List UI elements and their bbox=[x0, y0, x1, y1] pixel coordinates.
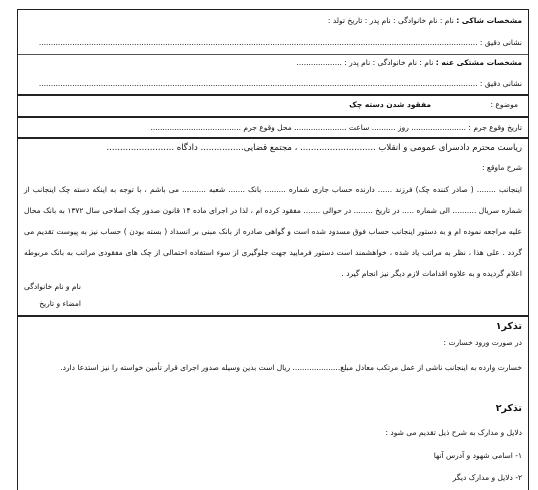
note2-title: تذکر۲ bbox=[495, 403, 522, 414]
defendant-fields: نام : نام خانوادگی : نام پدر : ................... bbox=[296, 58, 434, 67]
note2-item: ۲- دلایل و مدارک دیگر bbox=[452, 473, 522, 482]
sign-label: امضاء و تاریخ bbox=[39, 299, 81, 308]
note1-subtitle: در صورت ورود خسارت : bbox=[443, 338, 522, 347]
divider bbox=[18, 94, 528, 96]
defendant-heading: مشخصات مشتکی عنه : bbox=[435, 58, 522, 67]
complainant-heading: مشخصات شاکی : bbox=[456, 16, 522, 25]
note1-text: خسارت وارده به اینجانب ناشی از عمل مرتکب معادل مبلغ.................... ریال است بدین وسیله صدور اجرای قرار تأمین خواسته را نیز استدعا دارد. bbox=[60, 363, 522, 372]
crime-info: تاریخ وقوع جرم : ....................... روز .......... ساعت ...................... محل وقوع جرم ...................................... bbox=[150, 123, 522, 132]
note2-intro: دلایل و مدارک به شرح ذیل تقدیم می شود : bbox=[385, 428, 522, 437]
defendant-address: نشانی دقیق : ........................................................................................................................................................................................ bbox=[38, 79, 522, 88]
signature-block bbox=[24, 282, 81, 308]
complainant-fields: نام : نام خانوادگی : نام پدر : تاریخ تولد : bbox=[327, 16, 454, 25]
subject-value: مفقود شدن دسته چک bbox=[349, 100, 431, 109]
complainant-row bbox=[328, 16, 522, 25]
defendant-row bbox=[297, 58, 522, 67]
subject-label: موضوع : bbox=[490, 100, 518, 109]
note1-title: تذکر۱ bbox=[495, 321, 522, 332]
divider bbox=[18, 116, 528, 118]
complainant-address: نشانی دقیق : ........................................................................................................................................................................................ bbox=[38, 38, 522, 47]
divider bbox=[18, 54, 528, 55]
addressee: ریاست محترم دادسرای عمومی و انقلاب ............................ ، مجتمع قضایی................ دادگاه ......................... bbox=[106, 143, 522, 153]
name-label: نام و نام خانوادگی bbox=[24, 282, 81, 291]
divider bbox=[18, 137, 528, 139]
divider bbox=[18, 315, 528, 317]
description-body: اینجانب ........ ( صادر کننده چک) فرزند ...... دارنده حساب جاری شماره ......... بانک ....... شعبه .......... می باشم ، با توجه به اینکه دسته چک اینجانب از شماره سریال .......... الی شماره ..... در تاریخ ........ در حوالی ....... مفقود کرده ام ، لذا در اجرای ماده ۱۴ قانون صدور چک اصلاحی سال ۱۳۷۲ به بانک محال علیه مراجعه نموده ام و به دستور اینجانب حساب فوق مسدود شده است و گواهی صادره از بانک مبنی بر انسداد ( بسته بودن ) حساب نیز به پیوست تقدیم می گردد . علی هذا ، نظر به مراتب یاد شده ، خواهشمند است دستور فرمایید جهت جلوگیری از سوء استفاده احتمالی از چک های مفقودی مراتب به بانک مربوطه اعلام گردیده و به علاوه اقدامات لازم دیگر نیز انجام گیرد . bbox=[24, 185, 522, 278]
note2-item: ۱- اسامی شهود و آدرس آنها bbox=[433, 451, 522, 460]
complaint-form bbox=[17, 9, 529, 490]
description-title: شرح ماوقع : bbox=[481, 163, 522, 172]
